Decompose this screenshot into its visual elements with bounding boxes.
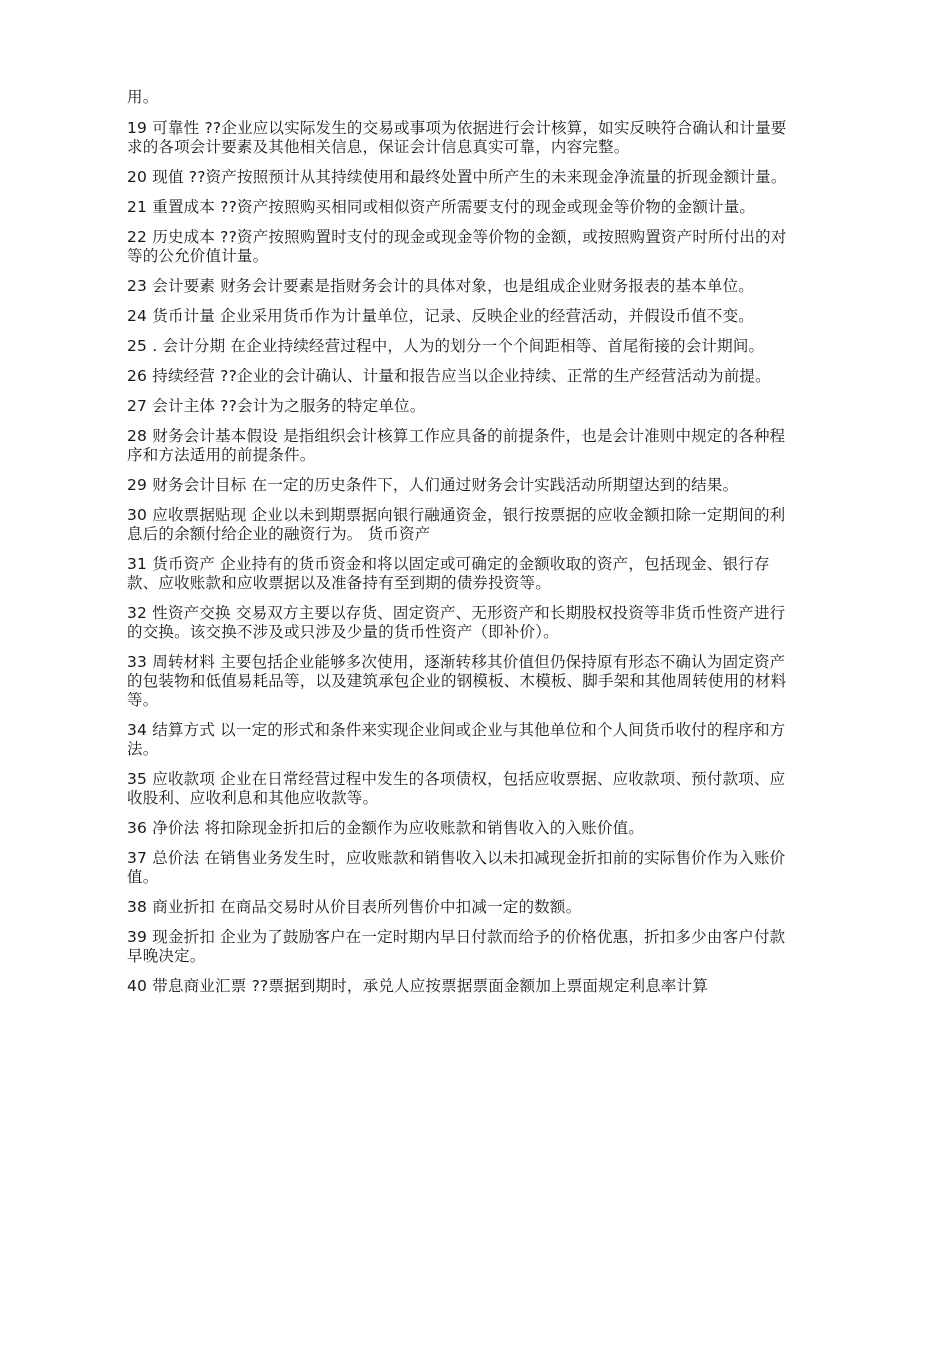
definition-21-replacement-cost: 21 重置成本 ??资产按照购买相同或相似资产所需要支付的现金或现金等价物的金额计量。 [127, 198, 756, 216]
definition-20-present-value: 20 现值 ??资产按照预计从其持续使用和最终处置中所产生的未来现金净流量的折现金额计量。 [127, 168, 787, 186]
definition-36-net-price-method: 36 净价法 将扣除现金折扣后的金额作为应收账款和销售收入的入账价值。 [127, 819, 645, 837]
definition-27-accounting-entity: 27 会计主体 ??会计为之服务的特定单位。 [127, 397, 426, 415]
definition-39-cash-discount: 39 现金折扣 企业为了鼓励客户在一定时期内早日付款而给予的价格优惠，折扣多少由客户付款早晚决定。 [127, 928, 786, 965]
definition-34-settlement-method: 34 结算方式 以一定的形式和条件来实现企业间或企业与其他单位和个人间货币收付的程序和方法。 [127, 721, 786, 758]
definition-22-historical-cost: 22 历史成本 ??资产按照购置时支付的现金或现金等价物的金额，或按照购置资产时所付出的对等的公允价值计量。 [127, 228, 787, 265]
definition-37-gross-price-method: 37 总价法 在销售业务发生时，应收账款和销售收入以未扣减现金折扣前的实际售价作为入账价值。 [127, 849, 786, 886]
definition-33-turnover-materials: 33 周转材料 主要包括企业能够多次使用，逐渐转移其价值但仍保持原有形态不确认为固定资产的包装物和低值易耗品等，以及建筑承包企业的钢模板、木模板、脚手架和其他周转使用的材料等。 [127, 653, 787, 709]
definition-30-notes-discounting: 30 应收票据贴现 企业以未到期票据向银行融通资金，银行按票据的应收金额扣除一定期间的利息后的余额付给企业的融资行为。 货币资产 [127, 506, 786, 543]
paragraph-continuation: 用。 [127, 88, 159, 106]
definition-38-trade-discount: 38 商业折扣 在商品交易时从价目表所列售价中扣减一定的数额。 [127, 898, 582, 916]
definition-28-basic-assumptions: 28 财务会计基本假设 是指组织会计核算工作应具备的前提条件，也是会计准则中规定的各种程序和方法适用的前提条件。 [127, 427, 786, 464]
definition-26-going-concern: 26 持续经营 ??企业的会计确认、计量和报告应当以企业持续、正常的生产经营活动为前提。 [127, 367, 771, 385]
definition-40-interest-bearing-bill: 40 带息商业汇票 ??票据到期时，承兑人应按票据票面金额加上票面规定利息率计算 [127, 977, 709, 995]
definition-24-monetary-measurement: 24 货币计量 企业采用货币作为计量单位，记录、反映企业的经营活动，并假设币值不变。 [127, 307, 754, 325]
document-body [127, 88, 797, 1007]
definition-19-reliability: 19 可靠性 ??企业应以实际发生的交易或事项为依据进行会计核算，如实反映符合确认和计量要求的各项会计要素及其他相关信息，保证会计信息真实可靠，内容完整。 [127, 119, 787, 156]
definition-31-monetary-assets: 31 货币资产 企业持有的货币资金和将以固定或可确定的金额收取的资产，包括现金、银行存款、应收账款和应收票据以及准备持有至到期的债券投资等。 [127, 555, 770, 592]
definition-29-accounting-objective: 29 财务会计目标 在一定的历史条件下，人们通过财务会计实践活动所期望达到的结果。 [127, 476, 739, 494]
definition-23-accounting-elements: 23 会计要素 财务会计要素是指财务会计的具体对象，也是组成企业财务报表的基本单位。 [127, 277, 754, 295]
definition-35-receivables: 35 应收款项 企业在日常经营过程中发生的各项债权，包括应收票据、应收款项、预付款项、应收股利、应收利息和其他应收款等。 [127, 770, 786, 807]
definition-25-accounting-period: 25 . 会计分期 在企业持续经营过程中，人为的划分一个个间距相等、首尾衔接的会计期间。 [127, 337, 765, 355]
definition-32-nonmonetary-exchange: 32 性资产交换 交易双方主要以存货、固定资产、无形资产和长期股权投资等非货币性资产进行的交换。该交换不涉及或只涉及少量的货币性资产（即补价）。 [127, 604, 786, 641]
